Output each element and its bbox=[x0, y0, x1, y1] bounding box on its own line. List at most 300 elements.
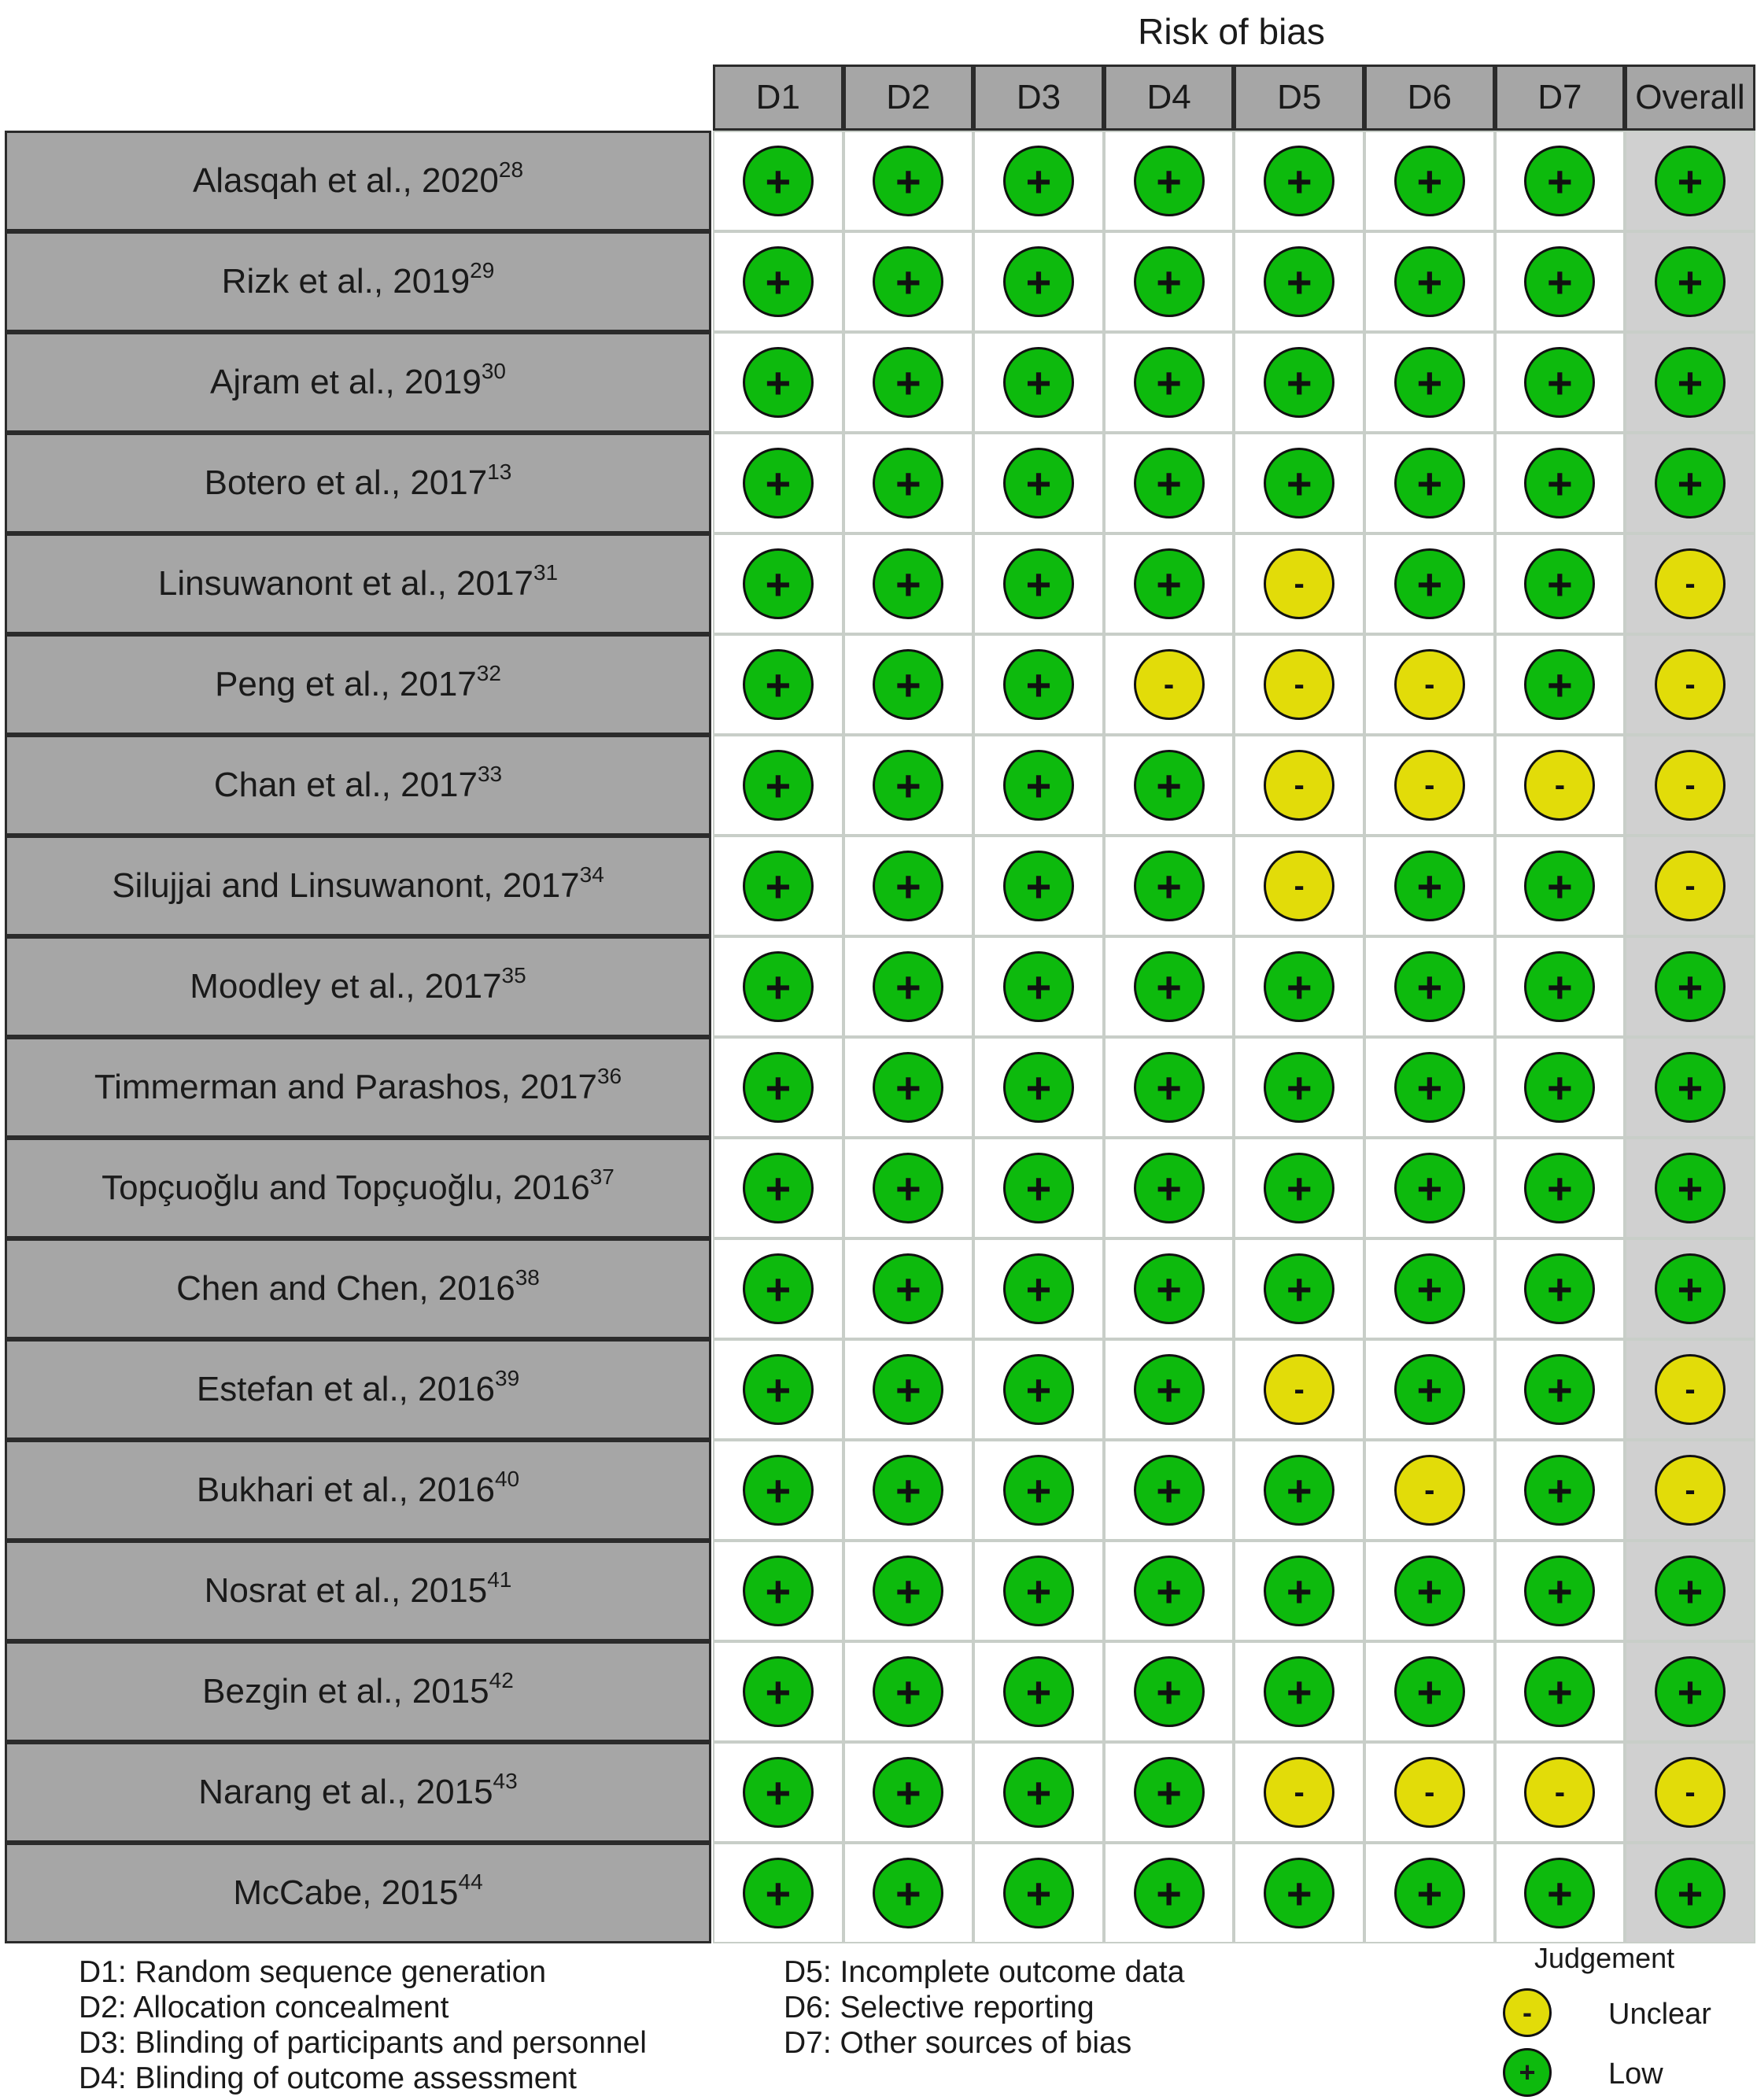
judgement-cell bbox=[713, 836, 843, 936]
low-risk-icon: + bbox=[1655, 1052, 1726, 1123]
judgement-cell bbox=[1104, 735, 1235, 836]
low-risk-icon: + bbox=[1655, 146, 1726, 216]
low-risk-icon: + bbox=[1134, 1656, 1205, 1727]
judgement-cell bbox=[973, 634, 1104, 735]
study-name: Nosrat et al., 2015 bbox=[204, 1571, 488, 1610]
study-reference: 40 bbox=[494, 1467, 520, 1491]
low-risk-icon: + bbox=[1394, 448, 1465, 519]
low-risk-icon: + bbox=[1003, 1656, 1074, 1727]
low-risk-icon: + bbox=[1394, 951, 1465, 1022]
low-risk-icon: + bbox=[1394, 347, 1465, 418]
judgement-cell bbox=[1104, 1641, 1235, 1742]
judgement-cell bbox=[1364, 1238, 1495, 1339]
judgement-cell bbox=[843, 1440, 974, 1541]
domain-legend-item: D2: Allocation concealment bbox=[79, 1991, 449, 2024]
judgement-cell bbox=[1625, 231, 1755, 332]
judgement-cell bbox=[1364, 836, 1495, 936]
low-risk-icon: + bbox=[1134, 750, 1205, 821]
study-name: Silujjai and Linsuwanont, 2017 bbox=[112, 866, 580, 905]
unclear-risk-icon: - bbox=[1655, 1455, 1726, 1526]
unclear-risk-icon: - bbox=[1394, 649, 1465, 720]
low-risk-icon: + bbox=[743, 1052, 814, 1123]
low-symbol-icon: + bbox=[1503, 2048, 1552, 2097]
low-risk-icon: + bbox=[1003, 448, 1074, 519]
low-risk-icon: + bbox=[1524, 951, 1595, 1022]
study-label bbox=[5, 936, 711, 1037]
unclear-risk-icon: - bbox=[1264, 548, 1334, 619]
judgement-cell bbox=[713, 1541, 843, 1641]
study-reference: 44 bbox=[458, 1869, 483, 1894]
low-risk-icon: + bbox=[1655, 1253, 1726, 1324]
judgement-cell bbox=[843, 936, 974, 1037]
column-header-d2: D2 bbox=[843, 65, 974, 131]
low-risk-icon: + bbox=[1264, 1656, 1334, 1727]
low-risk-icon: + bbox=[1003, 548, 1074, 619]
study-label bbox=[5, 1138, 711, 1238]
low-risk-icon: + bbox=[743, 548, 814, 619]
judgement-cell bbox=[713, 332, 843, 433]
study-label bbox=[5, 735, 711, 836]
column-header-d1: D1 bbox=[713, 65, 843, 131]
low-risk-icon: + bbox=[1134, 1455, 1205, 1526]
low-risk-icon: + bbox=[1394, 146, 1465, 216]
low-risk-icon: + bbox=[1394, 1052, 1465, 1123]
study-reference: 39 bbox=[495, 1366, 520, 1390]
judgement-cell bbox=[1495, 1440, 1626, 1541]
judgement-cell bbox=[1104, 231, 1235, 332]
low-risk-icon: + bbox=[1264, 1556, 1334, 1626]
judgement-cell bbox=[1495, 1541, 1626, 1641]
study-name: Estefan et al., 2016 bbox=[196, 1370, 495, 1408]
judgement-cell bbox=[843, 1641, 974, 1742]
judgement-cell bbox=[973, 836, 1104, 936]
study-name: Bukhari et al., 2016 bbox=[196, 1471, 495, 1509]
study-name: Moodley et al., 2017 bbox=[190, 967, 502, 1006]
judgement-cell bbox=[1234, 1843, 1364, 1943]
domain-legend-item: D5: Incomplete outcome data bbox=[784, 1955, 1185, 1989]
low-risk-icon: + bbox=[743, 448, 814, 519]
judgement-cell bbox=[1625, 433, 1755, 533]
study-reference: 38 bbox=[515, 1265, 540, 1290]
study-reference: 13 bbox=[487, 459, 512, 484]
low-risk-icon: + bbox=[1394, 1858, 1465, 1928]
domain-legend-item: D4: Blinding of outcome assessment bbox=[79, 2061, 577, 2095]
judgement-cell bbox=[843, 1138, 974, 1238]
judgement-cell bbox=[1104, 1238, 1235, 1339]
judgement-cell bbox=[1234, 332, 1364, 433]
judgement-cell bbox=[1104, 131, 1235, 231]
judgement-cell bbox=[973, 1641, 1104, 1742]
unclear-risk-icon: - bbox=[1264, 1354, 1334, 1425]
judgement-cell bbox=[1234, 231, 1364, 332]
judgement-cell bbox=[1495, 1742, 1626, 1843]
judgement-cell bbox=[973, 936, 1104, 1037]
judgement-cell bbox=[713, 1238, 843, 1339]
study-reference: 29 bbox=[470, 258, 495, 282]
low-risk-icon: + bbox=[743, 750, 814, 821]
study-reference: 37 bbox=[589, 1164, 615, 1189]
low-risk-icon: + bbox=[1134, 146, 1205, 216]
judgement-cell bbox=[1234, 1541, 1364, 1641]
judgement-cell bbox=[1364, 1843, 1495, 1943]
judgement-cell bbox=[1364, 433, 1495, 533]
low-risk-icon: + bbox=[873, 146, 943, 216]
low-risk-icon: + bbox=[1003, 1455, 1074, 1526]
judgement-cell bbox=[843, 735, 974, 836]
judgement-cell bbox=[973, 1843, 1104, 1943]
judgement-cell bbox=[1495, 936, 1626, 1037]
unclear-risk-icon: - bbox=[1394, 1757, 1465, 1828]
study-reference: 30 bbox=[481, 359, 506, 383]
judgement-cell bbox=[973, 1742, 1104, 1843]
study-name: Topçuoğlu and Topçuoğlu, 2016 bbox=[102, 1168, 590, 1207]
low-risk-icon: + bbox=[1524, 246, 1595, 317]
judgement-cell bbox=[1234, 1641, 1364, 1742]
low-risk-icon: + bbox=[1264, 1253, 1334, 1324]
judgement-cell bbox=[973, 533, 1104, 634]
study-name: Chan et al., 2017 bbox=[213, 766, 478, 804]
study-label bbox=[5, 836, 711, 936]
low-risk-icon: + bbox=[1524, 1153, 1595, 1223]
unclear-risk-icon: - bbox=[1264, 649, 1334, 720]
column-header-d6: D6 bbox=[1364, 65, 1495, 131]
low-risk-icon: + bbox=[1264, 448, 1334, 519]
unclear-risk-icon: - bbox=[1264, 1757, 1334, 1828]
study-label bbox=[5, 1238, 711, 1339]
low-risk-icon: + bbox=[1655, 347, 1726, 418]
judgement-cell bbox=[1234, 1238, 1364, 1339]
judgement-cell bbox=[1104, 433, 1235, 533]
judgement-cell bbox=[973, 231, 1104, 332]
study-reference: 31 bbox=[533, 560, 559, 585]
study-name: Linsuwanont et al., 2017 bbox=[157, 564, 533, 603]
low-risk-icon: + bbox=[743, 649, 814, 720]
study-name: Peng et al., 2017 bbox=[215, 665, 477, 703]
judgement-legend-title: Judgement bbox=[1534, 1942, 1675, 1974]
low-risk-icon: + bbox=[1003, 347, 1074, 418]
judgement-cell bbox=[1364, 1037, 1495, 1138]
judgement-cell bbox=[713, 1742, 843, 1843]
judgement-cell bbox=[1625, 836, 1755, 936]
judgement-cell bbox=[713, 1440, 843, 1541]
low-risk-icon: + bbox=[873, 1354, 943, 1425]
judgement-cell bbox=[713, 533, 843, 634]
low-risk-icon: + bbox=[873, 347, 943, 418]
judgement-cell bbox=[1495, 1138, 1626, 1238]
study-name: Botero et al., 2017 bbox=[204, 463, 488, 502]
unclear-risk-icon: - bbox=[1394, 1455, 1465, 1526]
column-header-d5: D5 bbox=[1234, 65, 1364, 131]
judgement-cell bbox=[1364, 332, 1495, 433]
study-name: Rizk et al., 2019 bbox=[221, 262, 471, 301]
unclear-symbol-icon: - bbox=[1503, 1988, 1552, 2037]
low-risk-icon: + bbox=[1524, 448, 1595, 519]
low-risk-icon: + bbox=[873, 1858, 943, 1928]
judgement-cell bbox=[1625, 131, 1755, 231]
low-risk-icon: + bbox=[873, 1455, 943, 1526]
low-risk-icon: + bbox=[1134, 1757, 1205, 1828]
low-risk-icon: + bbox=[1134, 347, 1205, 418]
study-reference: 43 bbox=[493, 1769, 518, 1793]
low-risk-icon: + bbox=[1134, 1153, 1205, 1223]
low-risk-icon: + bbox=[1264, 1153, 1334, 1223]
judgement-cell bbox=[843, 1037, 974, 1138]
judgement-cell bbox=[1625, 332, 1755, 433]
unclear-risk-icon: - bbox=[1394, 750, 1465, 821]
judgement-cell bbox=[843, 1238, 974, 1339]
low-risk-icon: + bbox=[1003, 246, 1074, 317]
judgement-cell bbox=[1364, 1742, 1495, 1843]
low-risk-icon: + bbox=[1655, 1858, 1726, 1928]
low-risk-icon: + bbox=[743, 951, 814, 1022]
legend-label-unclear: Unclear bbox=[1608, 1998, 1711, 2031]
judgement-cell bbox=[843, 1843, 974, 1943]
judgement-cell bbox=[1625, 936, 1755, 1037]
judgement-cell bbox=[1234, 131, 1364, 231]
judgement-cell bbox=[843, 634, 974, 735]
judgement-cell bbox=[1104, 836, 1235, 936]
study-name: Alasqah et al., 2020 bbox=[192, 161, 499, 200]
judgement-cell bbox=[1495, 433, 1626, 533]
judgement-cell bbox=[713, 1037, 843, 1138]
low-risk-icon: + bbox=[1394, 1656, 1465, 1727]
unclear-risk-icon: - bbox=[1264, 750, 1334, 821]
low-risk-icon: + bbox=[1003, 750, 1074, 821]
study-reference: 41 bbox=[487, 1567, 512, 1592]
low-risk-icon: + bbox=[1264, 347, 1334, 418]
low-risk-icon: + bbox=[1394, 1153, 1465, 1223]
study-label bbox=[5, 332, 711, 433]
judgement-cell bbox=[973, 1541, 1104, 1641]
low-risk-icon: + bbox=[743, 246, 814, 317]
unclear-risk-icon: - bbox=[1134, 649, 1205, 720]
judgement-cell bbox=[1495, 533, 1626, 634]
judgement-cell bbox=[1104, 1138, 1235, 1238]
judgement-cell bbox=[1104, 332, 1235, 433]
judgement-cell bbox=[1104, 1541, 1235, 1641]
low-risk-icon: + bbox=[1524, 1656, 1595, 1727]
low-risk-icon: + bbox=[1264, 246, 1334, 317]
low-risk-icon: + bbox=[873, 1757, 943, 1828]
study-name: Timmerman and Parashos, 2017 bbox=[94, 1068, 597, 1106]
low-risk-icon: + bbox=[1003, 146, 1074, 216]
low-risk-icon: + bbox=[1655, 448, 1726, 519]
low-risk-icon: + bbox=[743, 146, 814, 216]
low-risk-icon: + bbox=[1003, 1052, 1074, 1123]
low-risk-icon: + bbox=[1003, 1153, 1074, 1223]
low-risk-icon: + bbox=[1134, 246, 1205, 317]
low-risk-icon: + bbox=[873, 851, 943, 921]
low-risk-icon: + bbox=[1394, 548, 1465, 619]
low-risk-icon: + bbox=[1003, 1858, 1074, 1928]
low-risk-icon: + bbox=[1134, 851, 1205, 921]
study-label bbox=[5, 1440, 711, 1541]
unclear-risk-icon: - bbox=[1655, 548, 1726, 619]
low-risk-icon: + bbox=[1134, 1052, 1205, 1123]
judgement-cell bbox=[1364, 231, 1495, 332]
low-risk-icon: + bbox=[1394, 246, 1465, 317]
domain-legend-item: D3: Blinding of participants and personnel bbox=[79, 2026, 647, 2060]
low-risk-icon: + bbox=[1394, 851, 1465, 921]
low-risk-icon: + bbox=[1264, 1858, 1334, 1928]
judgement-cell bbox=[1625, 1339, 1755, 1440]
judgement-cell bbox=[1625, 1742, 1755, 1843]
low-risk-icon: + bbox=[743, 1757, 814, 1828]
judgement-cell bbox=[843, 433, 974, 533]
judgement-cell bbox=[1364, 533, 1495, 634]
study-name: Bezgin et al., 2015 bbox=[202, 1672, 489, 1711]
judgement-cell bbox=[1364, 735, 1495, 836]
legend-label-low: Low bbox=[1608, 2058, 1663, 2091]
chart-title: Risk of bias bbox=[1138, 11, 1325, 52]
low-risk-icon: + bbox=[1003, 951, 1074, 1022]
unclear-risk-icon: - bbox=[1655, 1354, 1726, 1425]
low-risk-icon: + bbox=[1524, 851, 1595, 921]
judgement-cell bbox=[973, 735, 1104, 836]
judgement-cell bbox=[1364, 1440, 1495, 1541]
judgement-cell bbox=[1234, 634, 1364, 735]
low-risk-icon: + bbox=[1524, 1556, 1595, 1626]
low-risk-icon: + bbox=[743, 851, 814, 921]
judgement-cell bbox=[1104, 533, 1235, 634]
low-risk-icon: + bbox=[1655, 246, 1726, 317]
study-reference: 34 bbox=[579, 862, 604, 887]
low-risk-icon: + bbox=[1655, 951, 1726, 1022]
judgement-cell bbox=[1495, 1238, 1626, 1339]
unclear-risk-icon: - bbox=[1524, 750, 1595, 821]
judgement-cell bbox=[1364, 131, 1495, 231]
judgement-cell bbox=[1495, 1037, 1626, 1138]
judgement-cell bbox=[1234, 936, 1364, 1037]
judgement-cell bbox=[1625, 533, 1755, 634]
unclear-risk-icon: - bbox=[1264, 851, 1334, 921]
column-header-d4: D4 bbox=[1104, 65, 1235, 131]
low-risk-icon: + bbox=[1003, 649, 1074, 720]
judgement-cell bbox=[1234, 1138, 1364, 1238]
judgement-cell bbox=[843, 231, 974, 332]
judgement-cell bbox=[1625, 1541, 1755, 1641]
study-label bbox=[5, 1541, 711, 1641]
low-risk-icon: + bbox=[1134, 951, 1205, 1022]
judgement-cell bbox=[713, 131, 843, 231]
domain-legend-item: D1: Random sequence generation bbox=[79, 1955, 547, 1989]
judgement-cell bbox=[1104, 634, 1235, 735]
low-risk-icon: + bbox=[1003, 1354, 1074, 1425]
judgement-cell bbox=[1495, 1641, 1626, 1742]
domain-legend-left bbox=[79, 1954, 647, 2096]
study-label bbox=[5, 634, 711, 735]
low-risk-icon: + bbox=[743, 1455, 814, 1526]
unclear-risk-icon: - bbox=[1655, 851, 1726, 921]
unclear-risk-icon: - bbox=[1655, 649, 1726, 720]
judgement-cell bbox=[1625, 1037, 1755, 1138]
judgement-cell bbox=[973, 1238, 1104, 1339]
low-risk-icon: + bbox=[1524, 146, 1595, 216]
low-risk-icon: + bbox=[1264, 1455, 1334, 1526]
judgement-cell bbox=[1495, 836, 1626, 936]
low-risk-icon: + bbox=[1394, 1354, 1465, 1425]
judgement-cell bbox=[1364, 1541, 1495, 1641]
judgement-cell bbox=[1104, 1742, 1235, 1843]
judgement-cell bbox=[843, 1541, 974, 1641]
legend-item-unclear bbox=[1503, 1988, 1755, 2040]
judgement-cell bbox=[1625, 735, 1755, 836]
low-risk-icon: + bbox=[873, 750, 943, 821]
judgement-cell bbox=[973, 433, 1104, 533]
study-reference: 42 bbox=[489, 1668, 514, 1692]
judgement-cell bbox=[973, 131, 1104, 231]
judgement-cell bbox=[713, 936, 843, 1037]
domain-legend-item: D6: Selective reporting bbox=[784, 1991, 1094, 2024]
study-label bbox=[5, 1742, 711, 1843]
judgement-cell bbox=[1234, 1339, 1364, 1440]
judgement-cell bbox=[843, 332, 974, 433]
study-label bbox=[5, 1037, 711, 1138]
judgement-cell bbox=[1104, 1843, 1235, 1943]
low-risk-icon: + bbox=[1264, 146, 1334, 216]
low-risk-icon: + bbox=[1264, 1052, 1334, 1123]
judgement-cell bbox=[1495, 332, 1626, 433]
low-risk-icon: + bbox=[1524, 1354, 1595, 1425]
low-risk-icon: + bbox=[743, 1858, 814, 1928]
study-label bbox=[5, 1641, 711, 1742]
study-label bbox=[5, 1843, 711, 1943]
low-risk-icon: + bbox=[1003, 1757, 1074, 1828]
study-reference: 35 bbox=[501, 963, 526, 987]
judgement-cell bbox=[1234, 433, 1364, 533]
low-risk-icon: + bbox=[1524, 1253, 1595, 1324]
judgement-cell bbox=[1625, 1440, 1755, 1541]
low-risk-icon: + bbox=[1134, 1354, 1205, 1425]
low-risk-icon: + bbox=[1134, 448, 1205, 519]
legend-item-low bbox=[1503, 2048, 1755, 2100]
low-risk-icon: + bbox=[873, 951, 943, 1022]
column-header-d3: D3 bbox=[973, 65, 1104, 131]
judgement-cell bbox=[1104, 936, 1235, 1037]
judgement-cell bbox=[973, 1339, 1104, 1440]
domain-legend-right bbox=[784, 1954, 1184, 2061]
low-risk-icon: + bbox=[873, 1556, 943, 1626]
low-risk-icon: + bbox=[873, 246, 943, 317]
low-risk-icon: + bbox=[873, 649, 943, 720]
study-name: McCabe, 2015 bbox=[233, 1873, 459, 1912]
low-risk-icon: + bbox=[743, 347, 814, 418]
low-risk-icon: + bbox=[1003, 1253, 1074, 1324]
low-risk-icon: + bbox=[873, 1656, 943, 1727]
judgement-cell bbox=[713, 1641, 843, 1742]
judgement-cell bbox=[1234, 533, 1364, 634]
study-label bbox=[5, 533, 711, 634]
low-risk-icon: + bbox=[743, 1253, 814, 1324]
judgement-cell bbox=[1364, 1339, 1495, 1440]
judgement-cell bbox=[843, 836, 974, 936]
judgement-cell bbox=[1625, 1238, 1755, 1339]
judgement-cell bbox=[1364, 634, 1495, 735]
low-risk-icon: + bbox=[873, 1153, 943, 1223]
unclear-risk-icon: - bbox=[1655, 750, 1726, 821]
judgement-cell bbox=[713, 1339, 843, 1440]
judgement-cell bbox=[1234, 1742, 1364, 1843]
judgement-cell bbox=[1625, 1641, 1755, 1742]
study-reference: 28 bbox=[498, 157, 524, 182]
unclear-risk-icon: - bbox=[1655, 1757, 1726, 1828]
low-risk-icon: + bbox=[1655, 1153, 1726, 1223]
judgement-cell bbox=[1625, 1843, 1755, 1943]
judgement-cell bbox=[1234, 1037, 1364, 1138]
study-reference: 36 bbox=[596, 1064, 622, 1088]
low-risk-icon: + bbox=[1524, 548, 1595, 619]
study-reference: 32 bbox=[476, 661, 501, 685]
